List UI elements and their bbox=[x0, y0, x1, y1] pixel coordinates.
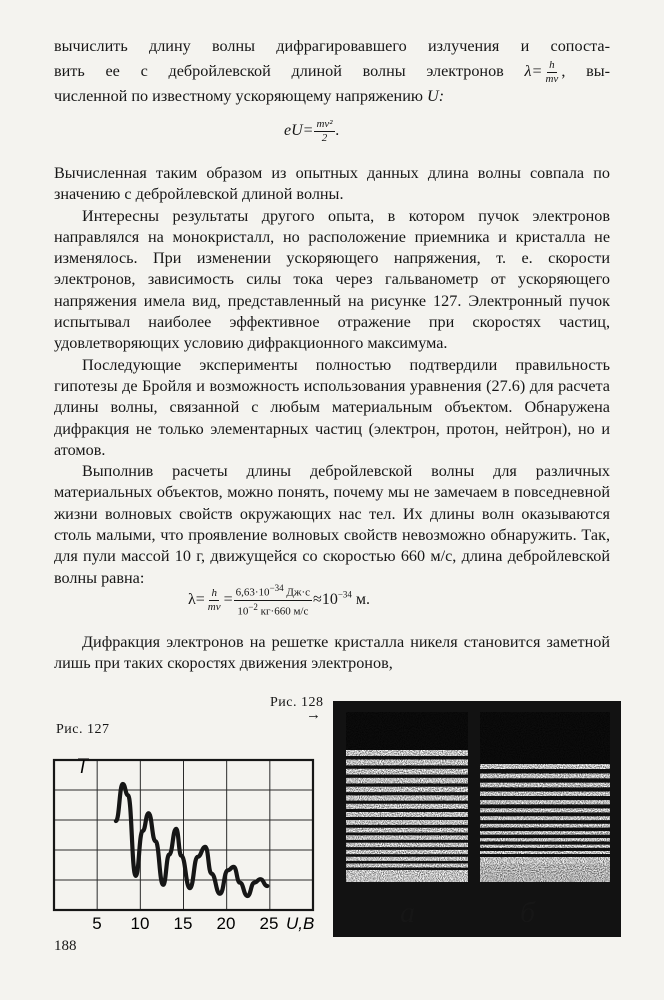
intro-line-2 bbox=[54, 57, 610, 86]
photo-grain bbox=[480, 712, 610, 882]
paragraph-nickel bbox=[54, 632, 610, 675]
body-text bbox=[54, 163, 610, 589]
page-number: 188 bbox=[54, 938, 77, 954]
photo-b bbox=[480, 712, 610, 882]
formula-energy-num: mv² bbox=[316, 118, 333, 130]
f2-eq: = bbox=[223, 590, 233, 608]
fig127-xtick: 25 bbox=[259, 914, 279, 933]
lambda-inline-den: mv bbox=[545, 73, 559, 86]
paragraph-confirmation: Последующие эксперименты полностью подтвердили правильность гипотезы де Бройля и возможность использования уравнения (27.6) для расчета длины волны, связанной с любым материальным объектом. Обнаружена дифракция не только элементарных частиц (электрон, протон, нейтрон), но и атомов. bbox=[54, 355, 610, 459]
f2-num-b: Дж·с bbox=[283, 586, 311, 599]
f2-f1-den: mv bbox=[207, 600, 221, 613]
fig127-graph bbox=[50, 745, 330, 935]
lambda-inline-fraction bbox=[543, 59, 560, 86]
f2-num-a: 6,63·10 bbox=[235, 586, 270, 599]
photo-a bbox=[346, 712, 468, 882]
formula-energy-lhs: eU= bbox=[284, 122, 314, 140]
paragraph-calculation: Выполнив расчеты длины дебройлевской волны для различных материальных объектов, можно понять, почему мы не замечаем в повседневной жизни волновых свойств окружающих нас тел. Их длины волн оказываются столь малыми, что проявление волновых свойств невозможно обнаружить. Так, для пули массой 10 г, движущейся со скоростью 660 м/с, длина дебройлевской волны равна: bbox=[54, 462, 610, 587]
f2-f1-num: h bbox=[211, 586, 217, 599]
formula-energy-den: 2 bbox=[321, 132, 328, 144]
fig128-caption: Рис. 128 bbox=[270, 695, 324, 710]
f2-fraction-1 bbox=[206, 587, 223, 614]
paragraph-intro bbox=[54, 36, 610, 107]
f2-unit: м. bbox=[351, 590, 371, 608]
intro-line-2-text: вить ее с дебройлевской длиной волны электронов bbox=[54, 62, 504, 81]
intro-line-2-tail: , вы- bbox=[561, 62, 610, 81]
paragraph-nickel-text: Дифракция электронов на решетке кристалла никеля становится заметной лишь при таких скоростях движения электронов, bbox=[54, 633, 610, 673]
lambda-inline-lhs: λ= bbox=[524, 62, 543, 81]
formula-energy-fraction bbox=[314, 118, 334, 145]
intro-line-1: вычислить длину волны дифрагировавшего излучения и сопоста- bbox=[54, 37, 610, 55]
fig128-photos bbox=[332, 700, 622, 938]
lambda-inline-num: h bbox=[549, 59, 555, 72]
f2-fraction-2 bbox=[234, 582, 312, 618]
f2-lhs: λ= bbox=[188, 590, 205, 608]
fig127-xtick: 5 bbox=[92, 914, 102, 933]
paragraph-experiment: Интересны результаты другого опыта, в котором пучок электронов направлялся на монокристалл, но расположение приемника и кристалла не изменялось. При изменении ускоряющего напряжения, т. е. скорости электронов, зависимость силы тока через гальванометр от ускоряющего напряжения имела вид, представленный на рисунке 127. Электронный пучок испытывал наиболее эффективное отражение при скоростях частиц, удовлетворяющих условию дифракционного максимума. bbox=[54, 206, 610, 353]
paragraph-computed: Вычисленная таким образом из опытных данных длина волны совпала по значению с дебройлевской длиной волны. bbox=[54, 164, 610, 204]
intro-line-3 bbox=[54, 86, 610, 107]
fig127-xtick: 20 bbox=[216, 914, 236, 933]
f2-approx: ≈10 bbox=[313, 590, 338, 608]
f2-den-exp: −2 bbox=[248, 601, 258, 612]
formula-energy-tail: . bbox=[335, 122, 340, 140]
formula-energy bbox=[284, 118, 340, 145]
f2-f2-den bbox=[235, 601, 310, 619]
fig127-xtick: 10 bbox=[130, 914, 150, 933]
f2-den-a: 10 bbox=[237, 605, 249, 618]
f2-approx-exp: −34 bbox=[337, 589, 352, 600]
formula-bullet-wavelength bbox=[188, 582, 370, 618]
fig127-xtick: 15 bbox=[173, 914, 193, 933]
fig127-xunit: U,B bbox=[286, 914, 315, 933]
fig127-curve bbox=[116, 784, 267, 896]
fig128-arrow: → bbox=[306, 707, 322, 723]
f2-num-exp: −34 bbox=[269, 583, 284, 593]
intro-line-3-text: численной по известному ускоряющему напряжению bbox=[54, 87, 423, 106]
photo-grain bbox=[346, 712, 468, 882]
f2-den-b: кг·660 м/с bbox=[257, 605, 309, 618]
voltage-var: U: bbox=[427, 87, 445, 106]
fig128-label-a: а bbox=[400, 896, 415, 929]
fig127-ylabel: I bbox=[80, 757, 86, 777]
fig127-caption: Рис. 127 bbox=[56, 722, 110, 737]
fig128-label-b: б bbox=[520, 896, 536, 929]
fig127-grid bbox=[54, 760, 313, 910]
fig127-xticks bbox=[92, 914, 278, 933]
f2-f2-num bbox=[234, 582, 312, 601]
